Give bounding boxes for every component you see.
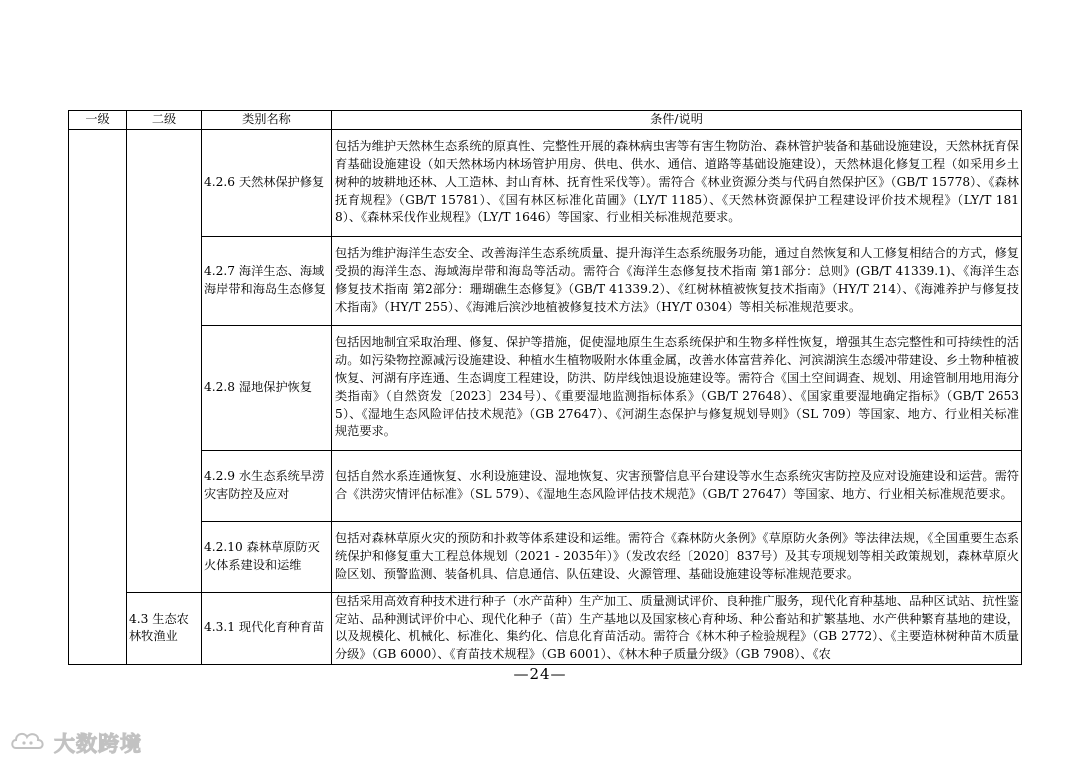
header-category-name: 类别名称 [202, 111, 332, 130]
category-name: 4.2.6 天然林保护修复 [202, 129, 332, 236]
category-name: 4.2.9 水生态系统旱涝灾害防控及应对 [202, 450, 332, 521]
category-description: 包括因地制宜采取治理、修复、保护等措施，促使湿地原生生态系统保护和生物多样性恢复，增强其生态完整性和可持续性的活动。如污染物控源减污设施建设、种植水生植物吸附水体重金属，改善水体富营养化、河滨湖滨生态缓冲带建设、乡土物种植被恢复、河湖有序连通、生态调度工程建设，防洪、防岸线蚀退设施建设等。需符合《国土空间调查、规划、用途管制用地用海分类指南》（自然资发〔2023〕234号）、《重要湿地监测指标体系》（GB/T 27648）、《国家重要湿地确定指标》（GB/T 26535）、《湿地生态风险评估技术规范》（GB 27647）、《河湖生态保护与修复规划导则》（SL 709）等国家、地方、行业相关标准规范要求。 [332, 325, 1022, 450]
category-name: 4.2.10 森林草原防灭火体系建设和运维 [202, 521, 332, 592]
page-number: —24— [513, 665, 567, 683]
category-name: 4.3.1 现代化育种育苗 [202, 592, 332, 664]
level2-cell [127, 129, 202, 592]
table-row [69, 521, 1022, 592]
table-row [69, 325, 1022, 450]
table-header-row [69, 111, 1022, 130]
header-level1: 一级 [69, 111, 127, 130]
cloud-logo-icon [10, 728, 50, 758]
category-description: 包括为维护天然林生态系统的原真性、完整性开展的森林病虫害等有害生物防治、森林管护装备和基础设施建设，天然林抚育保育基础设施建设（如天然林场内林场管护用房、供电、供水、通信、道路等基础设施建设），天然林退化修复工程（如采用乡土树种的坡耕地还林、人工造林、封山育林、抚育性采伐等）。需符合《林业资源分类与代码自然保护区》（GB/T 15778）、《森林抚育规程》（GB/T 15781）、《国有林区标准化苗圃》（LY/T 1185）、《天然林资源保护工程建设评价技术规程》（LY/T 1818）、《森林采伐作业规程》（LY/T 1646）等国家、行业相关标准规范要求。 [332, 129, 1022, 236]
table-row [69, 450, 1022, 521]
table-row [69, 236, 1022, 325]
watermark-text: 大数跨境 [54, 732, 142, 756]
level2-category-4-3: 4.3 生态农林牧渔业 [127, 592, 202, 664]
watermark [10, 728, 142, 758]
category-description: 包括对森林草原火灾的预防和扑救等体系建设和运维。需符合《森林防火条例》《草原防火条例》等法律法规，《全国重要生态系统保护和修复重大工程总体规划（2021 - 2035年）》（发改农经〔2020〕837号）及其专项规划等相关政策规划，森林草原火险区划、预警监测、装备机具、信息通信、队伍建设、火源管理、基础设施建设等标准规范要求。 [332, 521, 1022, 592]
level1-cell [69, 129, 127, 664]
standards-table [68, 110, 1022, 665]
category-name: 4.2.8 湿地保护恢复 [202, 325, 332, 450]
table-row [69, 592, 1022, 664]
table-row [69, 129, 1022, 236]
category-description: 包括为维护海洋生态安全、改善海洋生态系统质量、提升海洋生态系统服务功能，通过自然恢复和人工修复相结合的方式，修复受损的海洋生态、海域海岸带和海岛等活动。需符合《海洋生态修复技术指南 第1部分：总则》(GB/T 41339.1)、《海洋生态修复技术指南 第2部分：珊瑚礁生态修复》（GB/T 41339.2）、《红树林植被恢复技术指南》（HY/T 214）、《海滩养护与修复技术指南》（HY/T 255）、《海滩后滨沙地植被修复技术方法》（HY/T 0304）等相关标准规范要求。 [332, 236, 1022, 325]
header-conditions: 条件/说明 [332, 111, 1022, 130]
category-name: 4.2.7 海洋生态、海域海岸带和海岛生态修复 [202, 236, 332, 325]
header-level2: 二级 [127, 111, 202, 130]
category-description: 包括自然水系连通恢复、水利设施建设、湿地恢复、灾害预警信息平台建设等水生态系统灾害防控及应对设施建设和运营。需符合《洪涝灾情评估标准》（SL 579）、《湿地生态风险评估技术规范》（GB/T 27647）等国家、地方、行业相关标准规范要求。 [332, 450, 1022, 521]
category-description: 包括采用高效育种技术进行种子（水产苗种）生产加工、质量测试评价、良种推广服务，现代化育种基地、品种区试站、抗性鉴定站、品种测试评价中心、现代化种子（苗）生产基地以及国家核心育种场、种公畜站和扩繁基地、水产供种繁育基地的建设，以及规模化、机械化、标准化、集约化、信息化育苗活动。需符合《林木种子检验规程》（GB 2772）、《主要造林树种苗木质量分级》（GB 6000）、《育苗技术规程》（GB 6001）、《林木种子质量分级》（GB 7908）、《农 [332, 592, 1022, 664]
